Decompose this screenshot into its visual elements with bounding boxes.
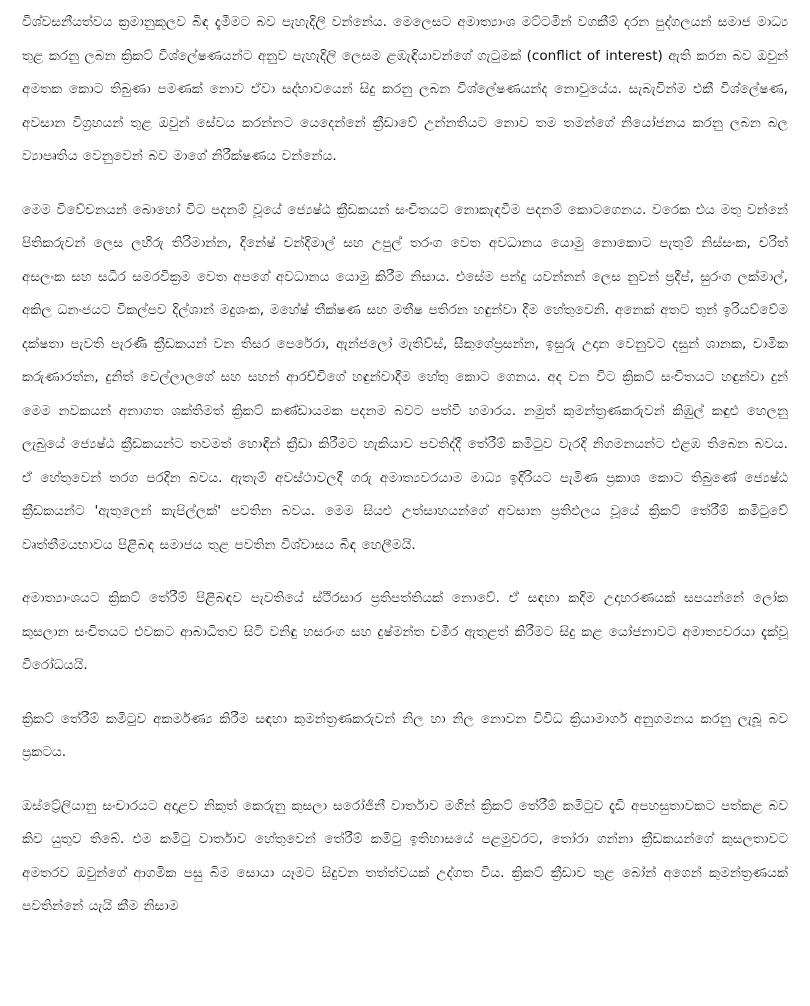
paragraph-4: ක්‍රිකට් තේරීම් කමිටුව අකර්මණ්‍ය කිරීම සඳහා කුමන්ත්‍රණකරුවන් නිල හා නිල නොවන විවිධ ක්‍රියාමාර්ග අනුගමනය කරනු ලැබූ බව ප්‍රකටය. (22, 710, 788, 760)
paragraph-3: අමාත්‍යාංශයට ක්‍රිකට් තේරීම් පිළිබඳව පැවතියේ ස්ථිරසාර ප්‍රතිපත්තියක් නොවේ. ඒ සඳහා කදිම උදාහරණයක් සපයන්නේ ලෝක කුසලාන සංචිතයට එවකට ආබාධිතව සිටි වනිඳු හසරංග සහ දුෂ්මන්ත චමීර ඇතුළත් කිරීමට සිදු කළ යෝජනාවට අමාත්‍යවරයා දැක්වූ විරෝධයයි. (22, 590, 788, 673)
paragraph-2: මෙම විවේචනයන් බොහෝ විට පදනම් වූයේ ජ්‍යෙෂ්ඨ ක්‍රීඩකයන් සංචිතයට නොකැඳවීම පදනම් කොටගෙනය. වරෙක එය මතු වන්නේ පිතිකරුවන් ලෙස ලහිරු තිරිමාන්න, දිනේෂ් චන්දිමාල් සහ උපුල් තරංග වෙත අවධානය යොමු නොකොට පැතුම් නිස්සංක, චරිත් අසලංක සහ සධීර සමරවික්‍රම වෙත අපගේ අවධානය යොමු කිරීම නිසාය. එසේම පන්දු යවන්නන් ලෙස නුවන් ප්‍රදීප්, සුරංග ලක්මාල්, අකිල ධනංජයට විකල්පව දිල්ශාන් මදුශංක, මහේෂ් තීක්ෂණ සහ මතීෂ පතිරන හඳුන්වා දීම හේතුවෙනි. අනෙක් අතට තුන් ඉරියව්වේම දක්ෂතා පැවති පැරණි ක්‍රීඩකයන් වන තිසර පෙරේරා, ඇන්ජලෝ මැතිව්ස්, සීකුගේප්‍රසන්න, ඉසුරු උදාන වෙනුවට දසුන් ශානක, චාමික කරුණාරත්න, දුනිත් වෙල්ලාලගේ සහ සහන් ආරච්චිගේ හඳුන්වාදීම හේතු කොට ගෙනය. අද වන විට ක්‍රිකට් සංචිතයට හඳුන්වා දුන් මෙම නවකයන් අනාගත ශක්තිමත් ක්‍රිකට් කණ්ඩායමක පදනම බවට පත්වී හමාරය. නමුත් කුමන්ත්‍රණකරුවන් කිඹුල් කඳුළු හෙලනු ලැබුයේ ජ්‍යෙෂ්ඨ ක්‍රීඩකයන්ට තවමත් හොඳින් ක්‍රීඩා කිරීමට හැකියාව පවතිද්දී තේරීම් කමිටුව වැරදි නිගමනයන්ට එළඹ තිබෙන බවය. ඒ හේතුවෙන් තරග පරදින බවය. ඇතැම් අවස්ථාවලදී ගරු අමාත්‍යවරයාම මාධ්‍ය ඉදිරියට පැමිණ ප්‍රකාශ කොට තිබුණේ ජ්‍යෙෂ්ඨ ක්‍රීඩකයන්ට 'ඇතුලෙන් කැපිල්ලක්' පවතින බවය. මෙම සියළු උත්සාහයන්ගේ අවසාන ප්‍රතිඵලය වූයේ ක්‍රිකට් තේරීම් කමිටුවේ වෘත්තීමයභාවය පිළිබඳ සමාජය තුළ පවතින විශ්වාසය බිඳ හෙලීමයි. (22, 201, 788, 553)
paragraph-1: විශ්වසනීයත්වය ක්‍රමානුකූලව බිඳ දැමීමට බව පැහැදිලි වන්නේය. මෙලෙසට අමාත්‍යාංශ මට්ටමින් වගකීම් දරන පුද්ගලයන් සමාජ මාධ්‍ය තුළ කරනු ලබන ක්‍රිකට් විශ්ලේෂණයන්ට අනුව පැහැදිලි ලෙසම ළඹැඳියාවන්ගේ ගැටුමක් (conflict of interest) ඇති කරන බව ඔවුන් අමතක කොට තිබුණා පමණක් නොව ඒවා සද්භාවයෙන් සිදු කරනු ලබන විශ්ලේෂණයන්ද නොවුයේය. සැබැවින්ම එකී විශ්ලේෂණ, අවසාන විග්‍රහයන් තුළ ඔවුන් සේවය කරන්නට යෙදෙන්නේ ක්‍රීඩාවේ උන්නතියට නොව තම තමන්ගේ නියෝජනය කරනු ලබන බල ව්‍යාපෘතිය වෙනුවෙන් බව මාගේ නිරීක්ෂණය වන්නේය. (22, 14, 788, 164)
paragraph-5: ඔස්ට්‍රේලියානු සංචාරයට අදාළව නිකුත් කෙරුනු කුසලා සරෝජිනී වාර්තාව මගින් ක්‍රිකට් තේරීම් කමිටුව දැඩි අපහසුතාවකට පත්කළ බව කිව යුතුව තිබේ. එම කමිටු වාර්තාව හේතුවෙන් තේරීම් කමිටු ඉතිහාසයේ පළමුවරට, තෝරා ගන්නා ක්‍රීඩකයන්ගේ කුසලතාවට අමතරව ඔවුන්ගේ ආගමික පසු බිම සොයා යෑමට සිදුවන තත්ත්වයක් උද්ගත විය. ක්‍රිකට් ක්‍රීඩාව තුළ බෝන් අගෙන් කුමන්ත්‍රණයක් පවතින්නේ යැයි කීම නිසාම (22, 797, 788, 914)
